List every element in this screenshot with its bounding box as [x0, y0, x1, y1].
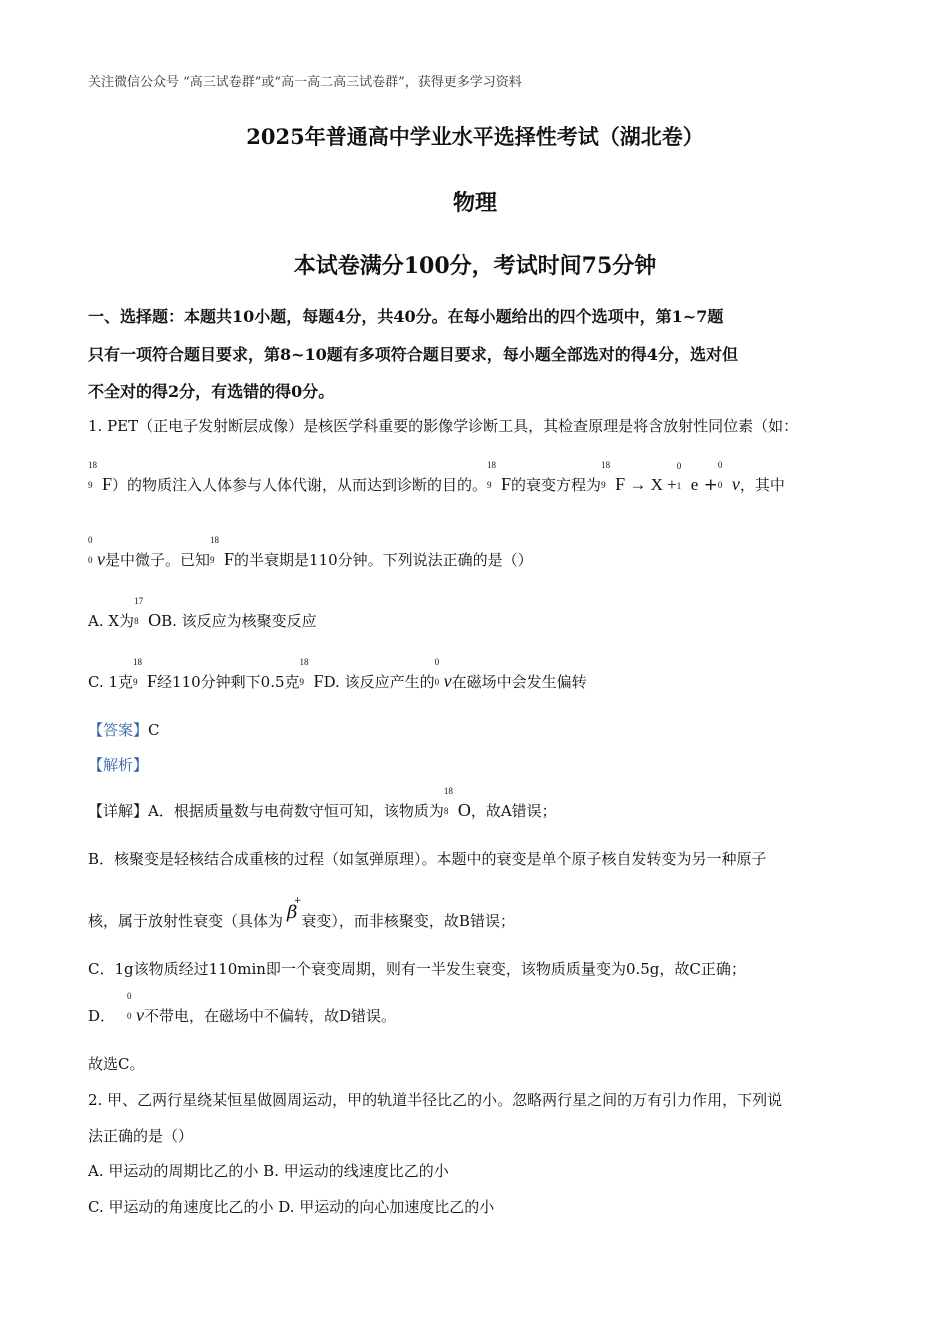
- nuclide-f18: 18 9 F: [88, 460, 113, 494]
- q1-options-ab: [88, 596, 317, 631]
- q1-option-c: C. 1克: [88, 673, 134, 691]
- nuclide-neutrino: 0 0 ν: [88, 535, 105, 569]
- q1-options-cd: C. 1克 18 9 F经110分钟剩下0.5克 18 9 FD. 该反应产生的 0 0 ν在磁场中会发生偏转: [88, 657, 587, 691]
- q1-detail-b-cont: 核，属于放射性衰变（具体为 β + 衰变），而非核聚变，故B错误；: [88, 896, 515, 930]
- subject-title: 物理: [452, 190, 497, 216]
- decay-equation: 18 9 F: [601, 460, 626, 494]
- exam-info: 本试卷满分100分，考试时间75分钟: [293, 253, 657, 279]
- beta-plus-symbol: β +: [287, 896, 302, 923]
- q2-options-ab: A. 甲运动的周期比乙的小 B. 甲运动的线速度比乙的小: [88, 1162, 449, 1180]
- q1-detail-b: B．核聚变是轻核结合成重核的过程（如氢弹原理）。本题中的衰变是单个原子核自发转变为另一种原子: [88, 850, 767, 868]
- exam-title: 2025年普通高中学业水平选择性考试（湖北卷）: [246, 124, 704, 149]
- q1-detail-d: D． 0 0 ν不带电，在磁场中不偏转，故D错误。: [88, 991, 397, 1025]
- q1-option-a: A. X为: [88, 612, 135, 630]
- q1-stem-line-3: 0 0 ν是中微子。已知 18 9 F的半衰期是110分钟。下列说法正确的是（）: [88, 535, 533, 569]
- q1-detail-c: C．1g该物质经过110min即一个衰变周期，则有一半发生衰变，该物质质量变为0.5g，故C正确；: [88, 960, 746, 978]
- q1-option-b: B. 该反应为核聚变反应: [161, 612, 317, 630]
- q1-stem-line-2: 18 9 F）的物质注入人体参与人体代谢，从而达到诊断的目的。 18 9 F的衰变方程为 18 9 F → X + 0 1 e + 0 0 ν，其中: [88, 460, 785, 495]
- nuclide-o17: 17 8 O: [134, 596, 162, 630]
- q1-option-d: D. 该反应产生的: [323, 673, 435, 691]
- q1-analysis-tag: 【解析】: [88, 756, 149, 774]
- nuclide-o18: 18 8 O: [443, 786, 471, 820]
- page-header-note: 关注微信公众号 “高三试卷群”或“高一高二高三试卷群”，获得更多学习资料: [88, 75, 522, 90]
- q1-detail-a: 【详解】A．根据质量数与电荷数守恒可知，该物质为 18 8 O，故A错误；: [88, 786, 557, 820]
- section-intro-line-1: 一、选择题：本题共10小题，每题4分，共40分。在每小题给出的四个选项中，第1~7题: [88, 307, 724, 326]
- q2-options-cd: C. 甲运动的角速度比乙的小 D. 甲运动的向心加速度比乙的小: [88, 1198, 495, 1216]
- nuclide-f18: 18 9 F: [210, 535, 235, 569]
- q2-stem-line-2: 法正确的是（）: [88, 1127, 194, 1145]
- q1-stem-line-1: 1. PET（正电子发射断层成像）是核医学科重要的影像学诊断工具，其检查原理是将含放射性同位素（如：: [88, 417, 799, 435]
- nuclide-f18: 18 9 F: [487, 460, 512, 494]
- q1-answer: 【答案】C: [88, 721, 160, 739]
- section-intro-line-2: 只有一项符合题目要求，第8~10题有多项符合题目要求，每小题全部选对的得4分，选对但: [88, 345, 738, 364]
- q2-stem-line-1: 2. 甲、乙两行星绕某恒星做圆周运动，甲的轨道半径比乙的小。忽略两行星之间的万有引力作用，下列说: [88, 1091, 783, 1109]
- q1-conclusion: 故选C。: [88, 1055, 145, 1073]
- section-intro-line-3: 不全对的得2分，有选错的得0分。: [88, 382, 335, 401]
